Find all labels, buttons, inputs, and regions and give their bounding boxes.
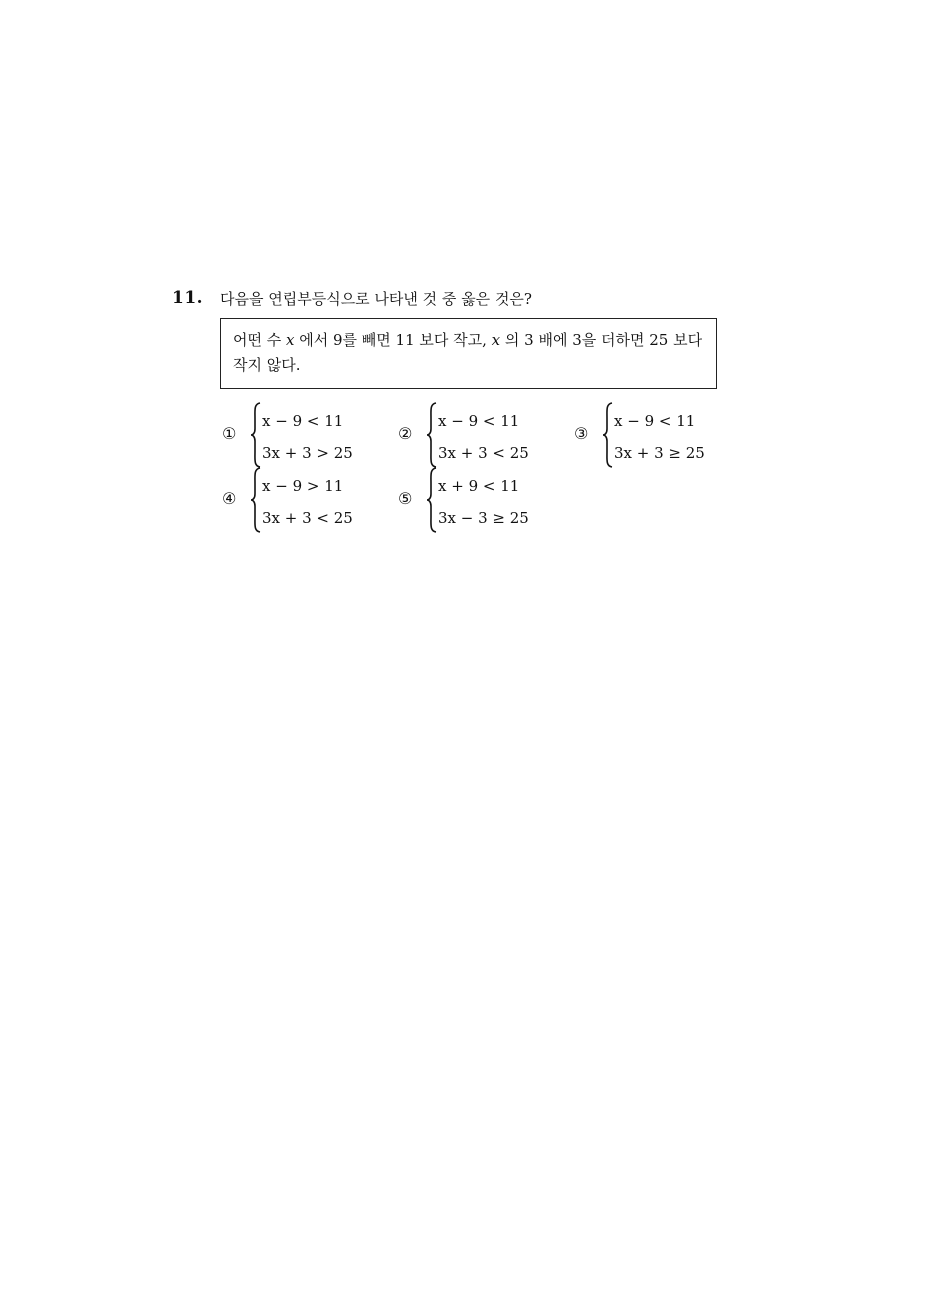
left-brace-icon	[426, 467, 438, 533]
inequality-top: x − 9 < 11	[262, 412, 344, 430]
left-brace-icon	[426, 402, 438, 468]
choice-5[interactable]	[398, 465, 558, 531]
left-brace-icon	[250, 467, 262, 533]
left-brace-icon	[602, 402, 614, 468]
choice-3[interactable]	[574, 400, 734, 466]
inequality-top: x − 9 < 11	[614, 412, 696, 430]
condition-line-1	[233, 328, 704, 353]
variable-x: x	[286, 331, 295, 349]
choice-marker: ⑤	[398, 489, 413, 508]
inequality-bottom: 3x + 3 < 25	[262, 509, 353, 527]
inequality-bottom: 3x + 3 ≥ 25	[614, 444, 705, 462]
choice-2[interactable]	[398, 400, 558, 466]
question-number: 11.	[172, 288, 204, 308]
left-brace-icon	[250, 402, 262, 468]
choice-marker: ①	[222, 424, 237, 443]
variable-x: x	[491, 331, 501, 349]
inequality-bottom: 3x + 3 < 25	[438, 444, 529, 462]
choice-1[interactable]	[222, 400, 382, 466]
condition-text-a: 어떤 수	[233, 331, 287, 349]
condition-text-c: 의 3 배에 3을 더하면 25 보다	[500, 331, 703, 349]
inequality-bottom: 3x + 3 > 25	[262, 444, 353, 462]
inequality-bottom: 3x − 3 ≥ 25	[438, 509, 529, 527]
choice-marker: ④	[222, 489, 237, 508]
condition-line-2: 작지 않다.	[233, 356, 301, 374]
inequality-top: x − 9 > 11	[262, 477, 344, 495]
choice-marker: ②	[398, 424, 413, 443]
condition-box	[220, 318, 717, 389]
condition-text-b: 에서 9를 빼면 11 보다 작고,	[294, 331, 492, 349]
choice-marker: ③	[574, 424, 589, 443]
question-prompt: 다음을 연립부등식으로 나타낸 것 중 옳은 것은?	[220, 290, 532, 308]
answer-choices	[222, 400, 722, 540]
choice-4[interactable]	[222, 465, 382, 531]
inequality-top: x + 9 < 11	[438, 477, 520, 495]
inequality-top: x − 9 < 11	[438, 412, 520, 430]
